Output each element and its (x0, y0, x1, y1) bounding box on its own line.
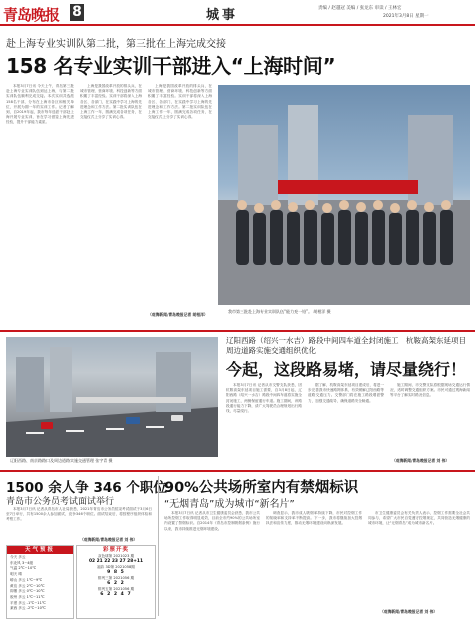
column-divider (158, 476, 159, 616)
article-3-subheadline: 青岛市公务员考试面试举行 (6, 497, 115, 507)
weather-value: 多云 1℃~11℃ (18, 594, 45, 599)
article-2-photo (6, 337, 218, 457)
weather-value: 多云 (18, 555, 26, 559)
article-4-col-2 (266, 511, 362, 617)
masthead-rule (0, 24, 475, 26)
article-2-col-2-text: 据了解，杭鞍高架东延项目建成后，将进一步完善我市快速路网体系，有效缓解辽阳西路等道路交通压力。交警部门将在施工路段增派警力，加强交通疏导，确保道路安全畅通。 (308, 383, 384, 403)
masthead (0, 0, 475, 26)
issue-date: 2021年3月8日 星期一 (383, 14, 429, 19)
weather-label: 气温 (10, 566, 18, 571)
weather-value: 多云 1℃~9℃ (18, 577, 43, 582)
article-2-col-3-text: 施工期间，市交警支队将根据现场交通运行情况，适时调整交通组织方案。市民可通过观海新闻等平台了解实时路况信息。 (390, 383, 470, 398)
article-1-byline: （观海新闻/青岛晚报记者 胡相洋） (148, 312, 208, 317)
lottery-title: 彩票开奖 (102, 547, 129, 553)
weather-label: 明天 (10, 572, 18, 577)
lottery-numbers: 02 21 22 23 27 28+11 (88, 559, 144, 564)
lottery-numbers: 9 8 5 (107, 570, 125, 575)
weather-label: 黄岛 (10, 583, 18, 588)
weather-title: 天气预报 (7, 546, 73, 554)
article-2-photo-caption: 辽阳西路、南京路路口及周边道路实施交通管理 张宇青 摄 (10, 458, 113, 463)
article-2-col-1 (226, 383, 302, 465)
section-rule-1 (0, 330, 475, 332)
article-1-photo-caption: 我市第三批赴上海专业实训队伍“能力充一铅”。 胡相洋 摄 (228, 309, 331, 314)
article-4-col-1 (164, 511, 260, 617)
article-4-col-2-text: 调查显示，我市成人吸烟率持续下降，市民对控烟工作的知晓率和支持率不断提高。下一步，我市将继续加大控烟执法和宣传力度，推动无烟环境建设向纵深发展。 (266, 511, 362, 526)
weather-rows (7, 554, 73, 613)
lottery-numbers: 6 2 2 (107, 581, 125, 586)
article-4-headline: 90%公共场所室内有禁烟标识 (164, 480, 359, 496)
article-2-col-2 (308, 383, 384, 465)
weather-value: 多云 -2℃~10℃ (18, 606, 46, 611)
weather-value: 晴 (18, 572, 22, 577)
section-rule-2 (0, 470, 475, 472)
article-1-col-2-text: 上海是我国改革开放的排头兵，在城市管理、营商环境、科技创新等方面积累了丰富经验。实训干部将深入上海各区、各部门，在实践中学习上海的先进理念和工作方法。第二批实训队伍在上海工作一年，圆满完成各项任务，在交接仪式上分享了实训心得。 (80, 84, 142, 120)
weather-label: 胶州 (10, 594, 18, 599)
lottery-block-extra: 福彩 3D第 2021058期 (97, 565, 135, 569)
lottery-block-extra: 排列五第 2021056 期 (97, 587, 135, 591)
weather-label: 今天 (10, 555, 18, 559)
lottery-block-extra: 排列三第 2021056 期 (97, 576, 135, 580)
lottery-numbers: 6 2 2 4 7 (100, 592, 132, 597)
section-title: 城事 (206, 8, 239, 23)
weather-label: 平度 (10, 600, 18, 605)
article-1-kicker: 赴上海专业实训队第二批，第三批在上海完成交接 (6, 39, 226, 50)
article-2-col-1-text: 本报3月7日讯 记者从市交警支队获悉，因杭鞍高架东延项目施工需要，自3月8日起，辽阳西路（绍兴一水吉）路段中间四车道将实施全封闭施工，两侧保留通行车道。施工期间，该路段通行能力下降，请广大驾驶员合理规划出行路线，尽量绕行。 (226, 383, 302, 414)
weather-label: 即墨 (10, 589, 18, 594)
article-4-col-3-text: 市卫生健康委员会有关负责人表示，控烟工作需要全社会共同参与，希望广大市民自觉遵守控烟规定，共同营造无烟健康的城市环境，让“无烟青岛”成为城市新名片。 (368, 511, 470, 526)
article-1-col-3 (148, 84, 212, 309)
article-1-col-2 (80, 84, 142, 329)
article-4-subheadline: “无烟青岛”成为城市“新名片” (164, 499, 295, 510)
article-3-body (6, 507, 152, 537)
article-1-col-3-text: 上海是我国改革开放的排头兵，在城市管理、营商环境、科技创新等方面积累了丰富经验。实训干部将深入上海各区、各部门，在实践中学习上海的先进理念和工作方法。第二批实训队伍在上海工作一年，圆满完成各项任务，在交接仪式上分享了实训心得。 (148, 84, 212, 120)
article-3-byline: （观海新闻/青岛晚报记者 刘 伟） (80, 537, 138, 542)
article-4-byline: （观海新闻/青岛晚报记者 刘 伟） (380, 609, 438, 614)
weather-label: 莱西 (10, 606, 18, 611)
article-3-headline: 1500 余人争 346 个职位 (6, 480, 167, 496)
weather-value: 3~4级 (21, 560, 34, 565)
article-2-col-3 (390, 383, 470, 455)
article-2-headline: 今起，这段路易堵，请尽量绕行！ (226, 360, 467, 379)
lottery-box (76, 545, 156, 619)
newspaper-logo: 青岛晚报 (3, 6, 60, 24)
article-1-col-1-text: 本报3月7日讯 今天上午，青岛第三批赴上海专业实训队伍到达上海，与第二批实训队伍顺利完成交接。本次实训共选派158名干部，分布在上海市各区和相关单位，开展为期一年的实训工作。记者了解到，自2019年起，我市每年选派干部赴上海开展专业实训，旨在学习借鉴上海先进经验，提升干部能力素质。 (6, 84, 74, 125)
weather-value: 多云 0℃~10℃ (18, 589, 45, 594)
page-number: 8 (70, 4, 84, 21)
weather-box (6, 545, 74, 619)
weather-label: 崂山 (10, 577, 18, 582)
weather-value: 多云 -1℃~11℃ (18, 600, 46, 605)
article-1-col-1 (6, 84, 74, 329)
article-4-col-1-text: 本报3月7日讯 记者从市卫生健康委员会获悉，我市公共场所控烟工作取得明显成效，目前全市约90%的公共场所室内设置了禁烟标识。自2014年《青岛市控制吸烟条例》施行以来，我市持续推进无烟环境建设。 (164, 511, 260, 531)
article-2-byline: （观海新闻/青岛晚报记者 刘 伟） (392, 458, 450, 463)
article-2-kicker: 辽阳西路（绍兴一水吉）路段中间四车道全封闭施工 杭鞍高架东延项目周边道路实施交通组织优化 (226, 336, 466, 355)
weather-value: 2℃~10℃ (18, 566, 37, 571)
weather-label: 东北风 (10, 560, 21, 565)
article-1-headline: 158 名专业实训干部进入“上海时间” (6, 54, 336, 78)
article-3-body-text: 本报3月7日讯 记者从青岛市人社局获悉，2021年青岛市公务员招录考试面试于3月6日至7日举行，共有1500余人参加面试，竞争346个职位。面试结束后，将按程序组织体检和考察工作。 (6, 507, 152, 522)
road-photo-illustration (6, 337, 218, 457)
weather-row (10, 606, 70, 612)
weather-value: 多云 2℃~10℃ (18, 583, 45, 588)
editor-credits: 责编 / 赵越冠 美编 / 张龙东 审读 / 王林宏 (318, 6, 402, 11)
article-1-photo (218, 85, 470, 305)
article-4-col-3 (368, 511, 470, 607)
group-photo-illustration (218, 85, 470, 305)
lottery-block-name: 双色球第 2021023 期 (97, 554, 135, 558)
